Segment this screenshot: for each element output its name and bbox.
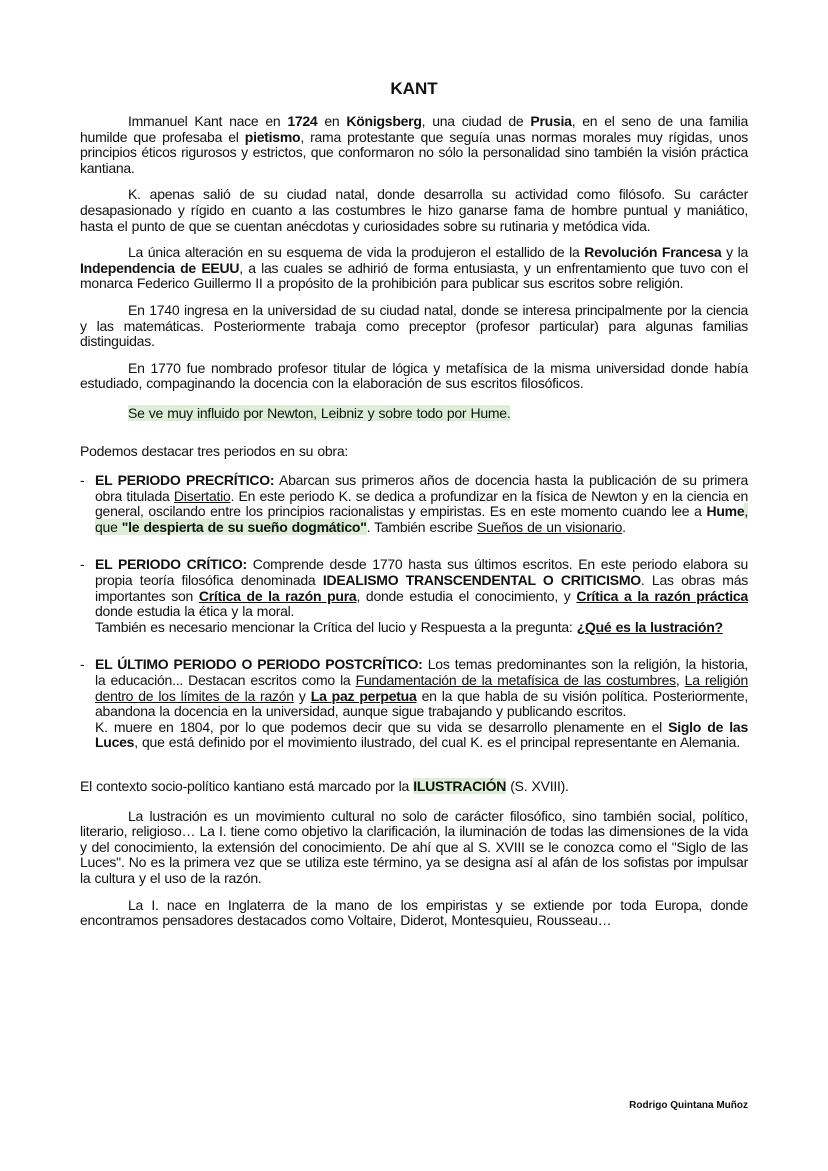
- work-title: La religión dentro de los límites de la razón: [95, 672, 748, 704]
- paragraph: [80, 187, 748, 234]
- work-title: Disertatio: [173, 487, 231, 504]
- paragraph: [80, 898, 748, 929]
- work-title: Fundamentación de la metafísica de las costumbres: [355, 672, 676, 689]
- text: Abarcan sus primeros años de docencia hasta la publicación de su primera obra titulada: [95, 472, 748, 504]
- bold-text: Independencia de EEUU: [80, 259, 240, 276]
- period-item: [80, 657, 748, 751]
- page-title: KANT: [390, 79, 438, 98]
- list-bullet: -: [80, 472, 85, 489]
- bold-text: EL PERIODO CRÍTICO:: [95, 556, 247, 573]
- list-bullet: -: [80, 656, 85, 673]
- paragraph: [95, 620, 748, 636]
- bold-text: Siglo de las Luces: [95, 718, 748, 751]
- text: y: [293, 687, 311, 704]
- bold-text: EL PERIODO PRECRÍTICO:: [95, 472, 275, 489]
- text: . En este periodo K. se dedica a profundizar en la física de Newton y en la ciencia en general, oscilando entre los principios racionalistas y empiristas. Es en este momento cuando lee a: [95, 487, 749, 520]
- text: En 1740 ingresa en la universidad de su ciudad natal, donde se interesa principalmente por la ciencia y las matemáticas. Posteriormente trabaja como preceptor (profesor particular) para algunas familias distinguidas.: [80, 301, 748, 350]
- highlighted-text: Se ve muy influido por Newton, Leibniz y sobre todo por Hume.: [128, 404, 511, 421]
- bold-text: Revolución Francesa: [584, 244, 722, 261]
- highlighted-text: , que: [95, 503, 748, 535]
- text: donde estudia la ética y la moral.: [95, 603, 295, 620]
- text: También es necesario mencionar la Crítica del lucio y Respuesta a la pregunta:: [95, 618, 577, 635]
- author-signature: Rodrigo Quintana Muñoz: [629, 1100, 748, 1111]
- paragraph: [80, 303, 748, 350]
- text: , donde estudia el conocimiento, y: [356, 587, 577, 604]
- bold-text: Hume: [706, 503, 745, 520]
- text: En 1770 fue nombrado profesor titular de lógica y metafísica de la misma universidad donde había estudiado, compaginando la docencia con la elaboración de sus escritos filosóficos.: [80, 359, 748, 392]
- text: La lustración es un movimiento cultural no solo de carácter filosófico, sino también social, político, literario, religioso… La I. tiene como objetivo la clarificación, la iluminación de todas las dimensiones de la vida y del conocimiento, la extensión del conocimiento. De ahí que al S. XVIII se le conozca como el "Siglo de las Luces". No es la primera vez que se utiliza este término, ya se designa así al afán de los sofistas por impulsar la cultura y el uso de la razón.: [80, 807, 748, 886]
- document-page: [80, 78, 748, 940]
- bold-text: 1724: [287, 113, 318, 129]
- list-bullet: -: [80, 556, 85, 573]
- text: en la que habla de su visión política. Posteriormente, abandona la docencia en la universidad, aunque sigue trabajando y publicando escritos.: [95, 687, 749, 720]
- text: en: [317, 113, 347, 129]
- text: La única alteración en su esquema de vida la produjeron el estallido de la: [128, 244, 585, 261]
- enlightenment-section: [80, 809, 748, 929]
- text: , en el seno de una familia humilde que profesaba el: [80, 113, 748, 145]
- context-section: [80, 779, 748, 795]
- paragraph: [80, 361, 748, 392]
- text: Los temas predominantes son la religión, la historia, la educación... Destacan escritos como la: [95, 656, 748, 689]
- text: , rama protestante que seguía unas normas morales muy rígidas, unos principios éticos rigurosos y estrictos, que conformaron no sólo la personalidad sino también la visión práctica kantiana.: [80, 128, 748, 176]
- paragraph: [80, 779, 748, 795]
- text: , a las cuales se adhirió de forma entusiasta, y un enfrentamiento que tuvo con el monarca Federico Guillermo II a propósito de la prohibición para publicar sus escritos sobre religión.: [80, 259, 748, 292]
- text: . También escribe: [366, 518, 477, 535]
- period-item: [80, 473, 748, 535]
- text: .: [622, 518, 626, 535]
- bold-text: pietismo: [244, 128, 301, 145]
- text: La I. nace en Inglaterra de la mano de los empiristas y se extiende por toda Europa, donde encontramos pensadores destacados como Voltaire, Diderot, Montesquieu, Rousseau…: [80, 896, 748, 929]
- text: . Las obras más importantes son: [95, 572, 748, 604]
- bold-text: IDEALISMO TRANSCENDENTAL O CRITICISMO: [322, 572, 641, 589]
- intro-section: [80, 114, 748, 422]
- paragraph: [80, 245, 748, 292]
- text: Immanuel Kant nace en: [128, 113, 288, 129]
- text: y la: [721, 244, 748, 261]
- paragraph: [80, 114, 748, 176]
- work-title: Sueños de un visionario: [476, 518, 623, 535]
- work-title: Crítica de la razón pura: [198, 587, 357, 604]
- paragraph: [80, 406, 748, 422]
- work-title: ¿Qué es la lustración?: [576, 618, 723, 635]
- paragraph: [95, 657, 748, 719]
- period-item: [80, 557, 748, 635]
- periods-list: [80, 473, 748, 751]
- work-title: La paz perpetua: [310, 687, 417, 704]
- bold-text: Königsberg: [346, 113, 422, 129]
- bold-text: Prusia: [530, 113, 572, 129]
- text: Comprende desde 1770 hasta sus últimos escritos. En este periodo elabora su propia teoría filosófica denominada: [95, 556, 748, 589]
- periods-intro: Podemos destacar tres periodos en su obra:: [80, 442, 348, 459]
- text: El contexto socio-político kantiano está marcado por la: [80, 778, 414, 794]
- text: , una ciudad de: [421, 113, 531, 129]
- paragraph: [95, 473, 748, 535]
- paragraph: [95, 720, 748, 751]
- highlighted-text: "le despierta de su sueño dogmático": [121, 518, 367, 535]
- text: K. muere en 1804, por lo que podemos decir que su vida se desarrollo plenamente en el: [95, 718, 669, 735]
- text: , que está definido por el movimiento ilustrado, del cual K. es el principal representante en Alemania.: [134, 734, 740, 751]
- highlighted-text: ILUSTRACIÓN: [413, 778, 507, 794]
- text: K. apenas salió de su ciudad natal, donde desarrolla su actividad como filósofo. Su carácter desapasionado y rígido en cuanto a las costumbres le hizo ganarse fama de hombre puntual y maniático, hasta el punto de que se cuentan anécdotas y curiosidades sobre su rutinaria y metódica vida.: [80, 186, 748, 234]
- bold-text: EL ÚLTIMO PERIODO O PERIODO POSTCRÍTICO:: [95, 656, 423, 673]
- paragraph: [95, 557, 748, 619]
- paragraph: [80, 809, 748, 887]
- work-title: Crítica a la razón práctica: [576, 587, 748, 604]
- text: ,: [675, 672, 685, 689]
- text: (S. XVIII).: [506, 778, 569, 794]
